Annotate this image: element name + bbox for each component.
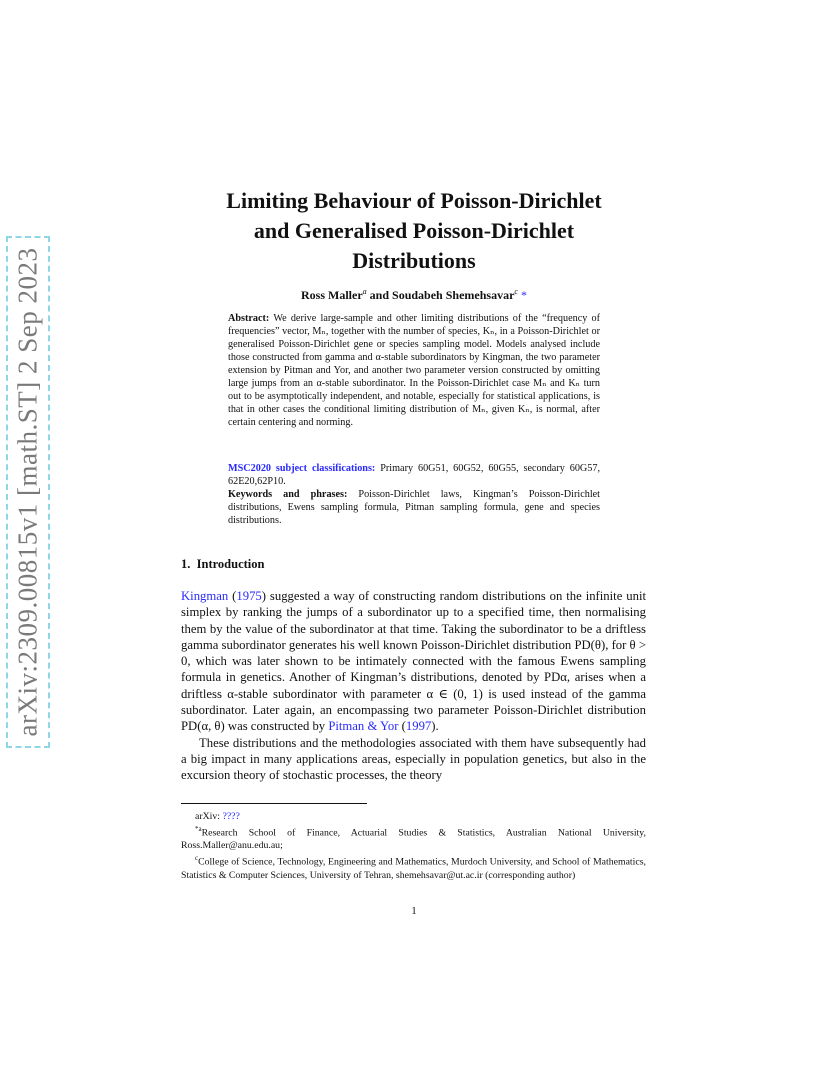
author-conjunction: and	[366, 288, 393, 302]
footnote-a-marker: *a	[195, 825, 202, 833]
title-line-3: Distributions	[352, 248, 476, 273]
footnotes	[181, 810, 646, 882]
footnote-star-link[interactable]: *	[517, 288, 527, 302]
arxiv-link[interactable]: ????	[222, 811, 240, 822]
footnote-rule	[181, 803, 367, 804]
title-line-1: Limiting Behaviour of Poisson-Dirichlet	[226, 188, 602, 213]
msc-classifications	[228, 462, 600, 488]
msc-text: Primary 60G51, 60G52, 60G55, secondary 60G57, 62E20,62P10.	[228, 463, 601, 487]
title-line-2: and Generalised Poisson-Dirichlet	[253, 218, 575, 243]
pitman-yor-year-link[interactable]: 1997	[405, 719, 432, 734]
author-1-affiliation: a	[362, 287, 367, 296]
section-title: Introduction	[196, 557, 265, 571]
section-number: 1.	[181, 557, 191, 571]
introduction-body	[181, 588, 646, 784]
arxiv-label: arXiv:	[195, 811, 223, 822]
paren-open-2: (	[398, 719, 406, 734]
footnote-c-text: College of Science, Technology, Engineering and Mathematics, Murdoch University, and School of Mathematics, Statistics & Computer Sciences, University of Tehran, shemehsavar@ut.ac.ir (corresponding author)	[181, 856, 646, 881]
abstract-label: Abstract:	[228, 313, 270, 324]
paper-title	[150, 186, 678, 276]
paragraph-end: ).	[431, 719, 439, 734]
author-2: Soudabeh Shemehsavar	[392, 288, 515, 302]
abstract-text: We derive large-sample and other limiting distributions of the “frequency of frequencies” vector, Mₙ, together with the number of species, Kₙ, in a Poisson-Dirichlet or generalised Poisson-Dirichlet gene or species sampling model. Models analysed include those constructed from gamma and α-stable subordinators by Kingman, the two parameter extension by Pitman and Yor, and another two parameter version constructed by omitting large jumps from an α-stable subordinator. In the Poisson-Dirichlet case Mₙ and Kₙ turn out to be asymptotically independent, and notable, especially for statistical applications, is that in other cases the conditional limiting distribution of Mₙ, given Kₙ, is normal, after certain centering and norming.	[228, 313, 600, 428]
keywords-label: Keywords and phrases:	[228, 489, 348, 500]
keywords	[228, 488, 600, 527]
intro-paragraph-1-text: ) suggested a way of constructing random distributions on the infinite unit simplex by ranking the jumps of a subordinator up to a specified time, then normalising them by the value of the subordinator at that time. Taking the subordinator to be a driftless gamma subordinator generates his well known Poisson-Dirichlet distribution PD(θ), for θ > 0, which was later shown to be intimately connected with the famous Ewens sampling formula in genetics. Another of Kingman’s distributions, denoted by PDα, arises when a driftless α-stable subordinator with parameter α ∈ (0, 1) is used instead of the gamma subordinator. Later again, an encompassing two parameter Poisson-Dirichlet distribution PD(α, θ) was constructed by	[181, 589, 646, 734]
section-heading	[181, 557, 264, 572]
paren-open: (	[228, 589, 237, 603]
footnote-affiliation-c	[181, 852, 646, 881]
author-line	[150, 287, 678, 303]
arxiv-stamp	[6, 236, 50, 748]
author-1: Ross Maller	[301, 288, 363, 302]
kingman-citation-link[interactable]: Kingman	[181, 589, 229, 603]
intro-paragraph-2: These distributions and the methodologies associated with them have subsequently had a big impact in many applications areas, especially in population genetics, but also in the excursion theory of stochastic processes, the theory	[181, 735, 646, 783]
kingman-year-link[interactable]: 1975	[236, 589, 262, 603]
pitman-yor-citation-link[interactable]: Pitman & Yor	[328, 719, 399, 734]
intro-paragraph-1	[181, 588, 646, 735]
abstract	[228, 312, 600, 429]
msc-label-link[interactable]: MSC2020 subject classifications:	[228, 463, 376, 474]
author-2-affiliation: c	[514, 287, 518, 296]
keywords-text: Poisson-Dirichlet laws, Kingman’s Poisson-Dirichlet distributions, Ewens sampling formula, Pitman sampling formula, gene and species distributions.	[228, 489, 600, 526]
footnote-c-marker: c	[195, 854, 199, 863]
footnote-affiliation-a	[181, 823, 646, 852]
arxiv-stamp-text: arXiv:2309.00815v1 [math.ST] 2 Sep 2023	[12, 247, 43, 737]
page-number: 1	[411, 905, 417, 917]
footnote-arxiv	[181, 810, 646, 823]
footnote-a-text: Research School of Finance, Actuarial Studies & Statistics, Australian National University, Ross.Maller@anu.edu.au;	[181, 827, 646, 852]
